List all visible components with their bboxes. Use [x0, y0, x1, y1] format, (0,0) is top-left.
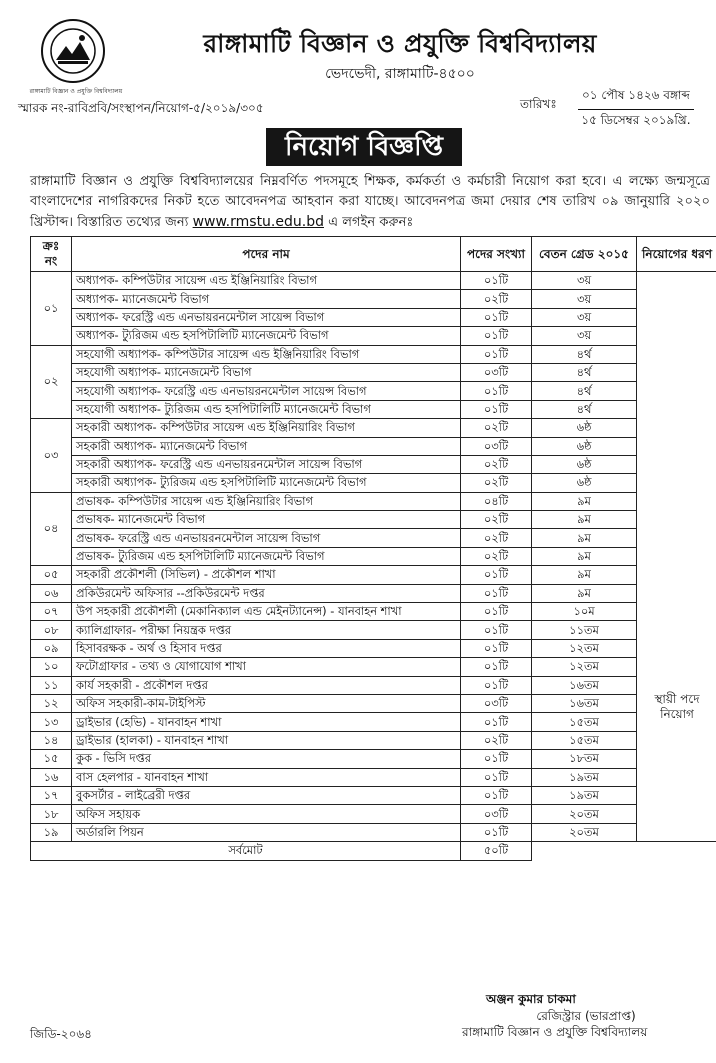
post-name: ড্রাইভার (হেভি) - যানবাহন শাখা [72, 713, 461, 731]
post-count: ০১টি [461, 272, 532, 290]
serial-number: ১৫ [31, 750, 72, 768]
post-name: হিসাবরক্ষক - অর্থ ও হিসাব দপ্তর [72, 639, 461, 657]
pay-grade: ৬ষ্ঠ [532, 474, 637, 492]
table-row [31, 713, 716, 731]
logo-caption: রাঙ্গামাটি বিজ্ঞান ও প্রযুক্তি বিশ্ববিদ্যালয় [29, 88, 123, 95]
serial-number: ১৭ [31, 786, 72, 804]
table-row [31, 639, 716, 657]
pay-grade: ৯ম [532, 547, 637, 565]
pay-grade: ৬ষ্ঠ [532, 437, 637, 455]
pay-grade: ৩য় [532, 327, 637, 345]
pay-grade: ৯ম [532, 584, 637, 602]
post-count: ০১টি [461, 750, 532, 768]
post-count: ০১টি [461, 345, 532, 363]
signatory-role: রেজিস্ট্রার (ভারপ্রাপ্ত) [536, 1009, 636, 1023]
table-row [31, 474, 716, 492]
serial-number: ১৬ [31, 768, 72, 786]
post-count: ০৩টি [461, 805, 532, 823]
post-count: ০১টি [461, 327, 532, 345]
serial-number: ১০ [31, 658, 72, 676]
table-row [31, 437, 716, 455]
pay-grade: ৪র্থ [532, 400, 637, 418]
pay-grade: ১০ম [532, 603, 637, 621]
table-row [31, 621, 716, 639]
serial-number: ১৮ [31, 805, 72, 823]
serial-number: ১২ [31, 694, 72, 712]
pay-grade: ৩য় [532, 272, 637, 290]
table-row [31, 786, 716, 804]
serial-number: ০৪ [31, 492, 72, 566]
post-name: সহকারী অধ্যাপক- ম্যানেজমেন্ট বিভাগ [72, 437, 461, 455]
post-name: অধ্যাপক- কম্পিউটার সায়েন্স এন্ড ইঞ্জিনিয়ারিং বিভাগ [72, 272, 461, 290]
pay-grade: ৯ম [532, 529, 637, 547]
serial-number: ০৭ [31, 603, 72, 621]
pay-grade: ১১তম [532, 621, 637, 639]
total-label: সর্বমোট [31, 842, 461, 860]
post-count: ০১টি [461, 658, 532, 676]
date-label: তারিখঃ [520, 97, 557, 111]
post-name: ফটোগ্রাফার - তথ্য ও যোগাযোগ শাখা [72, 658, 461, 676]
serial-number: ১১ [31, 676, 72, 694]
serial-number: ১৯ [31, 823, 72, 841]
post-count: ০২টি [461, 474, 532, 492]
pay-grade: ১৮তম [532, 750, 637, 768]
post-count: ০১টি [461, 566, 532, 584]
table-row [31, 823, 716, 841]
table-row [31, 768, 716, 786]
post-count: ০১টি [461, 639, 532, 657]
table-row [31, 363, 716, 381]
intro-text: রাঙ্গামাটি বিজ্ঞান ও প্রযুক্তি বিশ্ববিদ্যালয়ের নিম্নবর্ণিত পদসমূহে শিক্ষক, কর্মকর্তা ও কর্মচারী নিয়োগ করা হবে। এ লক্ষ্যে জন্মসূত্রে বাংলাদেশের নাগরিকদের নিকট হতে আবেদনপত্র আহবান করা যাচ্ছে। আবেদনপত্র জমা দেয়ার শেষ তারিখ ০৯ জানুয়ারি ২০২০ খ্রিস্টাব্দ। বিস্তারিত তথ্যের জন্য [30, 174, 710, 230]
post-count: ০৩টি [461, 437, 532, 455]
header-post: পদের নাম [72, 237, 461, 272]
date-bengali: ০১ পৌষ ১৪২৬ বঙ্গাব্দ [578, 87, 694, 110]
table-row [31, 547, 716, 565]
post-name: কুক - ভিসি দপ্তর [72, 750, 461, 768]
total-count: ৫০টি [461, 842, 532, 860]
post-name: ড্রাইভার (হালকা) - যানবাহন শাখা [72, 731, 461, 749]
post-name: প্রভাষক- ফরেস্ট্রি এন্ড এনভায়রনমেন্টাল সায়েন্স বিভাগ [72, 529, 461, 547]
post-name: বুকসর্টার - লাইব্রেরী দপ্তর [72, 786, 461, 804]
gd-number: জিডি-২০৬৪ [30, 1027, 92, 1041]
post-count: ০৩টি [461, 694, 532, 712]
post-count: ০২টি [461, 511, 532, 529]
pay-grade: ১৬তম [532, 694, 637, 712]
post-count: ০১টি [461, 603, 532, 621]
table-row [31, 603, 716, 621]
pay-grade: ৪র্থ [532, 345, 637, 363]
pay-grade: ১৬তম [532, 676, 637, 694]
university-address: ভেদভেদী, রাঙ্গামাটি-৪৫০০ [325, 66, 475, 82]
post-name: বাস হেলপার - যানবাহন শাখা [72, 768, 461, 786]
post-count: ০২টি [461, 731, 532, 749]
post-count: ০১টি [461, 584, 532, 602]
post-name: সহযোগী অধ্যাপক- ট্যুরিজম এন্ড হসপিটালিটি ম্যানেজমেন্ট বিভাগ [72, 400, 461, 418]
post-name: প্রভাষক- ট্যুরিজম এন্ড হসপিটালিটি ম্যানেজমেন্ট বিভাগ [72, 547, 461, 565]
table-row [31, 345, 716, 363]
table-row [31, 584, 716, 602]
table-row [31, 455, 716, 473]
header-count: পদের সংখ্যা [461, 237, 532, 272]
serial-number: ০২ [31, 345, 72, 419]
pay-grade: ৯ম [532, 511, 637, 529]
pay-grade: ১৯তম [532, 786, 637, 804]
table-row [31, 400, 716, 418]
serial-number: ০৯ [31, 639, 72, 657]
post-count: ০১টি [461, 768, 532, 786]
post-name: সহযোগী অধ্যাপক- কম্পিউটার সায়েন্স এন্ড ইঞ্জিনিয়ারিং বিভাগ [72, 345, 461, 363]
header-sl: ক্রঃ নং [31, 237, 72, 272]
post-name: অধ্যাপক- ম্যানেজমেন্ট বিভাগ [72, 290, 461, 308]
table-row [31, 750, 716, 768]
post-name: সহকারী প্রকৌশলী (সিভিল) - প্রকৌশল শাখা [72, 566, 461, 584]
signatory-university: রাঙ্গামাটি বিজ্ঞান ও প্রযুক্তি বিশ্ববিদ্যালয় [462, 1025, 648, 1039]
total-empty [532, 842, 716, 860]
post-name: সহযোগী অধ্যাপক- ম্যানেজমেন্ট বিভাগ [72, 363, 461, 381]
post-name: উপ সহকারী প্রকৌশলী (মেকানিক্যাল এন্ড মেইনট্যানেন্স) - যানবাহন শাখা [72, 603, 461, 621]
pay-grade: ৯ম [532, 566, 637, 584]
serial-number: ০১ [31, 272, 72, 346]
pay-grade: ১২তম [532, 658, 637, 676]
post-count: ০১টি [461, 823, 532, 841]
university-title: রাঙ্গামাটি বিজ্ঞান ও প্রযুক্তি বিশ্ববিদ্যালয় [203, 29, 597, 58]
post-count: ০১টি [461, 400, 532, 418]
post-name: সহকারী অধ্যাপক- ট্যুরিজম এন্ড হসপিটালিটি ম্যানেজমেন্ট বিভাগ [72, 474, 461, 492]
table-row [31, 676, 716, 694]
pay-grade: ৯ম [532, 492, 637, 510]
post-count: ০১টি [461, 382, 532, 400]
date-gregorian: ১৫ ডিসেম্বর ২০১৯খ্রি. [581, 113, 691, 127]
post-count: ০১টি [461, 676, 532, 694]
serial-number: ১৪ [31, 731, 72, 749]
pay-grade: ৬ষ্ঠ [532, 419, 637, 437]
serial-number: ০৫ [31, 566, 72, 584]
table-row [31, 492, 716, 510]
pay-grade: ১৫তম [532, 713, 637, 731]
header-type: নিয়োগের ধরণ [637, 237, 716, 272]
table-row [31, 566, 716, 584]
post-name: অর্ডারলি পিয়ন [72, 823, 461, 841]
post-name: প্রভাষক- ম্যানেজমেন্ট বিভাগ [72, 511, 461, 529]
post-count: ০২টি [461, 290, 532, 308]
signatory-name: অঞ্জন কুমার চাকমা [486, 992, 576, 1006]
table-row [31, 272, 716, 290]
post-name: অধ্যাপক- ফরেস্ট্রি এন্ড এনভায়রনমেন্টাল সায়েন্স বিভাগ [72, 308, 461, 326]
post-name: অধ্যাপক- ট্যুরিজম এন্ড হসপিটালিটি ম্যানেজমেন্ট বিভাগ [72, 327, 461, 345]
table-row [31, 308, 716, 326]
table-row [31, 290, 716, 308]
post-count: ০২টি [461, 455, 532, 473]
post-name: প্রকিউরমেন্ট অফিসার --প্রকিউরমেন্ট দপ্তর [72, 584, 461, 602]
post-name: অফিস সহকারী-কাম-টাইপিস্ট [72, 694, 461, 712]
table-row [31, 419, 716, 437]
post-count: ০২টি [461, 529, 532, 547]
post-count: ০৩টি [461, 363, 532, 381]
posts-body [31, 272, 716, 861]
table-header-row [31, 237, 716, 272]
pay-grade: ৩য় [532, 308, 637, 326]
post-count: ০২টি [461, 419, 532, 437]
serial-number: ১৩ [31, 713, 72, 731]
post-name: ক্যালিগ্রাফার- পরীক্ষা নিয়ন্ত্রক দপ্তর [72, 621, 461, 639]
table-row [31, 658, 716, 676]
pay-grade: ১৯তম [532, 768, 637, 786]
post-name: অফিস সহায়ক [72, 805, 461, 823]
post-count: ০১টি [461, 621, 532, 639]
post-name: কার্য সহকারী - প্রকৌশল দপ্তর [72, 676, 461, 694]
intro-suffix: এ লগইন করুনঃ [323, 215, 414, 230]
pay-grade: ১২তম [532, 639, 637, 657]
university-logo [40, 18, 106, 84]
post-name: সহযোগী অধ্যাপক- ফরেস্ট্রি এন্ড এনভায়রনমেন্টাল সায়েন্স বিভাগ [72, 382, 461, 400]
pay-grade: ৪র্থ [532, 382, 637, 400]
table-row [31, 511, 716, 529]
post-count: ০১টি [461, 786, 532, 804]
notice-title: নিয়োগ বিজ্ঞপ্তি [266, 128, 462, 166]
pay-grade: ৪র্থ [532, 363, 637, 381]
memo-number: স্মারক নং-রাবিপ্রবি/সংস্থাপন/নিয়োগ-৫/২০১৯/৩০৫ [18, 101, 264, 115]
post-name: সহকারী অধ্যাপক- ফরেস্ট্রি এন্ড এনভায়রনমেন্টাল সায়েন্স বিভাগ [72, 455, 461, 473]
post-count: ০৪টি [461, 492, 532, 510]
serial-number: ০৬ [31, 584, 72, 602]
appointment-type: স্থায়ী পদে নিয়োগ [637, 272, 716, 842]
pay-grade: ২০তম [532, 823, 637, 841]
website-link[interactable]: www.rmstu.edu.bd [192, 214, 324, 230]
post-count: ০১টি [461, 713, 532, 731]
pay-grade: ৬ষ্ঠ [532, 455, 637, 473]
post-name: প্রভাষক- কম্পিউটার সায়েন্স এন্ড ইঞ্জিনিয়ারিং বিভাগ [72, 492, 461, 510]
post-count: ০১টি [461, 308, 532, 326]
post-name: সহকারী অধ্যাপক- কম্পিউটার সায়েন্স এন্ড ইঞ্জিনিয়ারিং বিভাগ [72, 419, 461, 437]
pay-grade: ১৫তম [532, 731, 637, 749]
total-row [31, 842, 716, 860]
pay-grade: ২০তম [532, 805, 637, 823]
pay-grade: ৩য় [532, 290, 637, 308]
table-row [31, 327, 716, 345]
date-block [578, 87, 694, 132]
post-count: ০২টি [461, 547, 532, 565]
intro-paragraph [30, 172, 710, 233]
posts-table [30, 236, 716, 861]
table-row [31, 694, 716, 712]
table-row [31, 731, 716, 749]
table-row [31, 382, 716, 400]
table-row [31, 805, 716, 823]
header-grade: বেতন গ্রেড ২০১৫ [532, 237, 637, 272]
table-row [31, 529, 716, 547]
serial-number: ০৩ [31, 419, 72, 493]
serial-number: ০৮ [31, 621, 72, 639]
